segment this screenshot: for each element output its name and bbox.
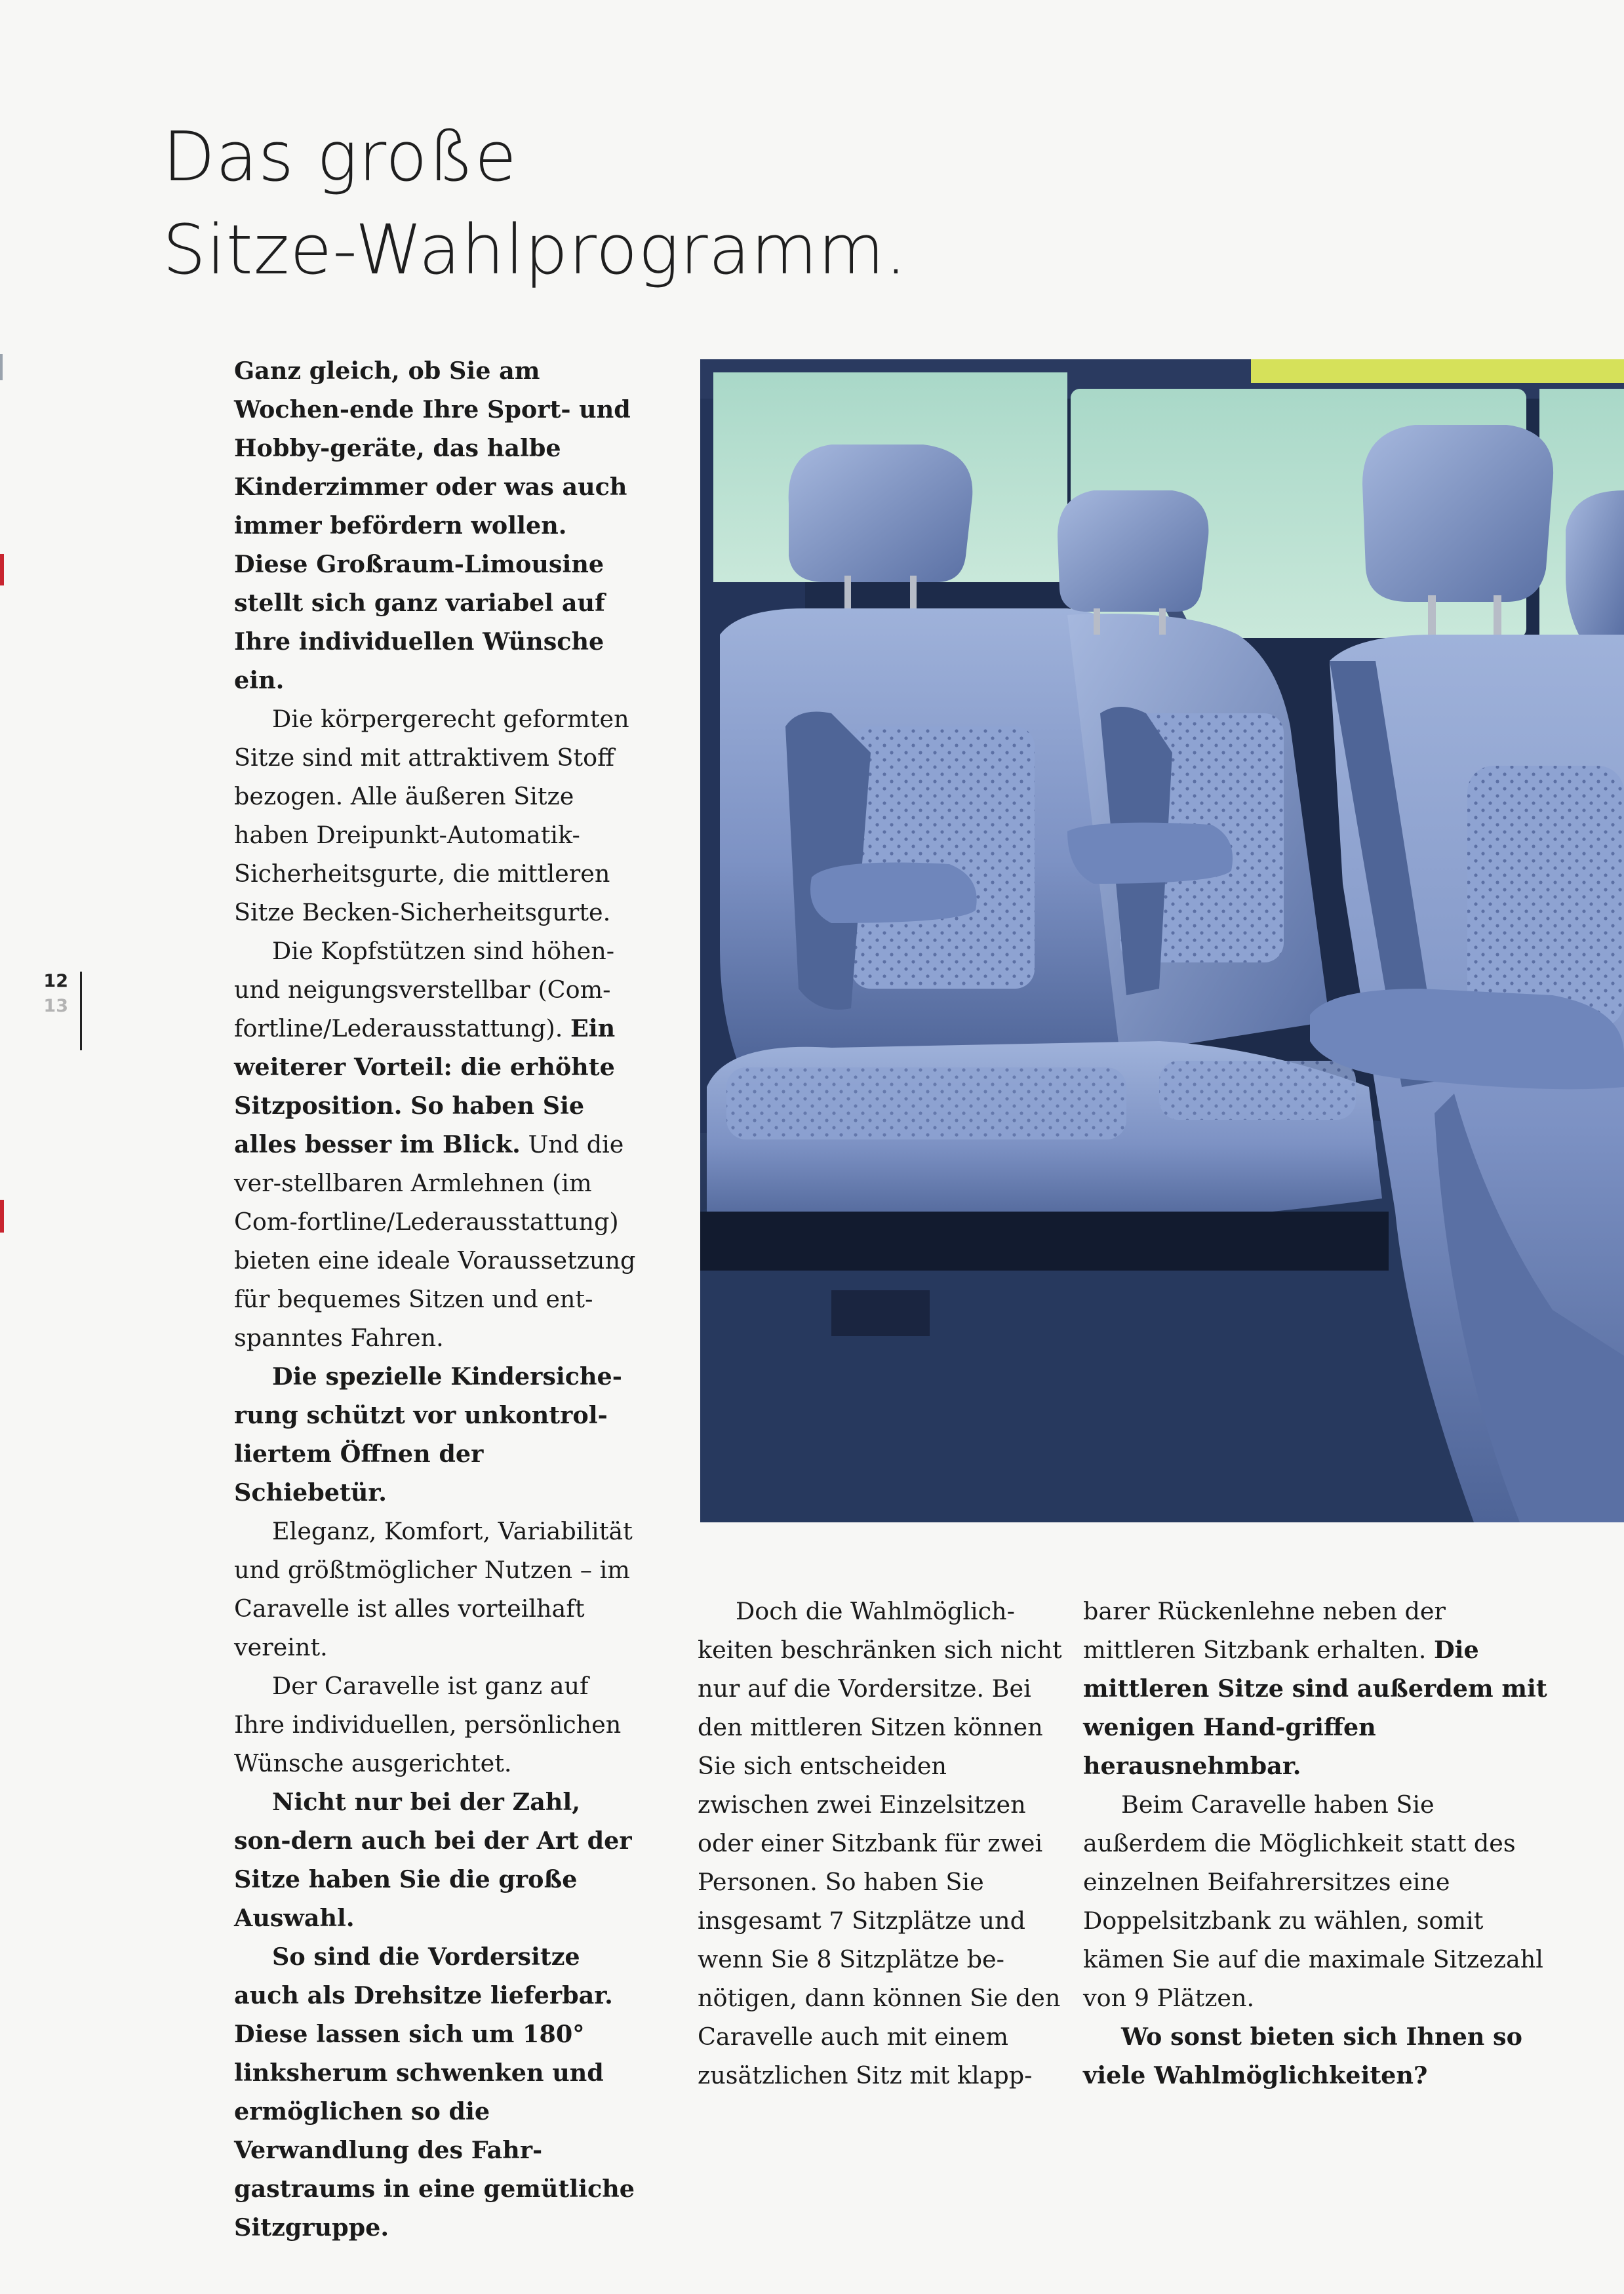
paragraph: Eleganz, Komfort, Variabilität und größtmöglicher Nutzen – im Caravelle ist alles vorteilhaft vereint. [234, 1517, 633, 1661]
paragraph [234, 351, 641, 700]
bold-text: Die spezielle Kindersiche-rung schützt vor unkontrol-liertem Öffnen der Schiebetür. [234, 1362, 622, 1507]
bold-text: Ein weiterer Vorteil: die erhöhte Sitzposition. So haben Sie alles besser im Blick. [234, 1014, 616, 1158]
page-numbers [42, 969, 68, 1019]
paragraph: Die körpergerecht geformten Sitze sind mit attraktivem Stoff bezogen. Alle äußeren Sitze haben Dreipunkt-Automatik-Sicherheitsgurte, die mittleren Sitze Becken-Sicherheitsgurte. [234, 705, 629, 926]
paragraph [1083, 1592, 1555, 1785]
paragraph [234, 1357, 641, 1512]
page-title [163, 110, 1015, 296]
edge-mark [0, 354, 3, 380]
paragraph [234, 1937, 641, 2247]
page-number-current: 12 [43, 971, 68, 991]
bold-text: Die mittleren Sitze sind außerdem mit wenigen Hand-griffen herausnehmbar. [1083, 1636, 1547, 1780]
bold-text: Ganz gleich, ob Sie am Wochen-ende Ihre Sport- und Hobby-geräte, das halbe Kinderzimmer oder was auch immer befördern wollen. Diese Großraum-Limousine stellt sich ganz variabel auf Ihre individuellen Wünsche ein. [234, 357, 631, 694]
page-number-other: 13 [43, 996, 68, 1016]
text-column-left [234, 351, 641, 2247]
text-run: barer Rückenlehne neben der mittleren Sitzbank erhalten. [1083, 1597, 1446, 1664]
page-number-rule [80, 972, 82, 1050]
edge-mark [0, 1200, 4, 1233]
bold-text: Nicht nur bei der Zahl, son-dern auch bei der Art der Sitze haben Sie die große Auswahl. [234, 1788, 632, 1932]
text-run: Die Kopfstützen sind höhen- und neigungsverstellbar (Com-fortline/Lederausstattung). [234, 937, 615, 1042]
paragraph: Beim Caravelle haben Sie außerdem die Möglichkeit statt des einzelnen Beifahrersitzes eine Doppelsitzbank zu wählen, somit kämen Sie auf die maximale Sitzezahl von 9 Plätzen. [1083, 1790, 1543, 2012]
seat-interior-photo [700, 359, 1624, 1522]
title-line-2: Sitze-Wahlprogramm. [163, 210, 907, 290]
bold-text: So sind die Vordersitze auch als Drehsitze lieferbar. Diese lassen sich um 180° linksherum schwenken und ermöglichen so die Verwandlung des Fahr-gastraums in eine gemütliche Sitzgruppe. [234, 1943, 635, 2242]
edge-mark [0, 554, 4, 585]
text-run: Und die ver-stellbaren Armlehnen (im Com-fortline/Lederausstattung) bieten eine ideale Voraussetzung für bequemes Sitzen und ent-spanntes Fahren. [234, 1130, 636, 1352]
paragraph [1083, 2017, 1555, 2095]
paragraph [234, 1783, 641, 1937]
text-column-middle [698, 1592, 1065, 2095]
paragraph: Doch die Wahlmöglich-keiten beschränken sich nicht nur auf die Vordersitze. Bei den mittleren Sitzen können Sie sich entscheiden zwischen zwei Einzelsitzen oder einer Sitzbank für zwei Personen. So haben Sie insgesamt 7 Sitzplätze und wenn Sie 8 Sitzplätze be-nötigen, dann können Sie den Caravelle auch mit einem zusätzlichen Sitz mit klapp- [698, 1597, 1062, 2089]
paragraph: Der Caravelle ist ganz auf Ihre individuellen, persönlichen Wünsche ausgerichtet. [234, 1672, 622, 1777]
title-line-1: Das große [163, 117, 517, 197]
text-column-right [1083, 1592, 1555, 2095]
bold-text: Wo sonst bieten sich Ihnen so viele Wahlmöglichkeiten? [1083, 2023, 1522, 2089]
paragraph [234, 932, 641, 1357]
